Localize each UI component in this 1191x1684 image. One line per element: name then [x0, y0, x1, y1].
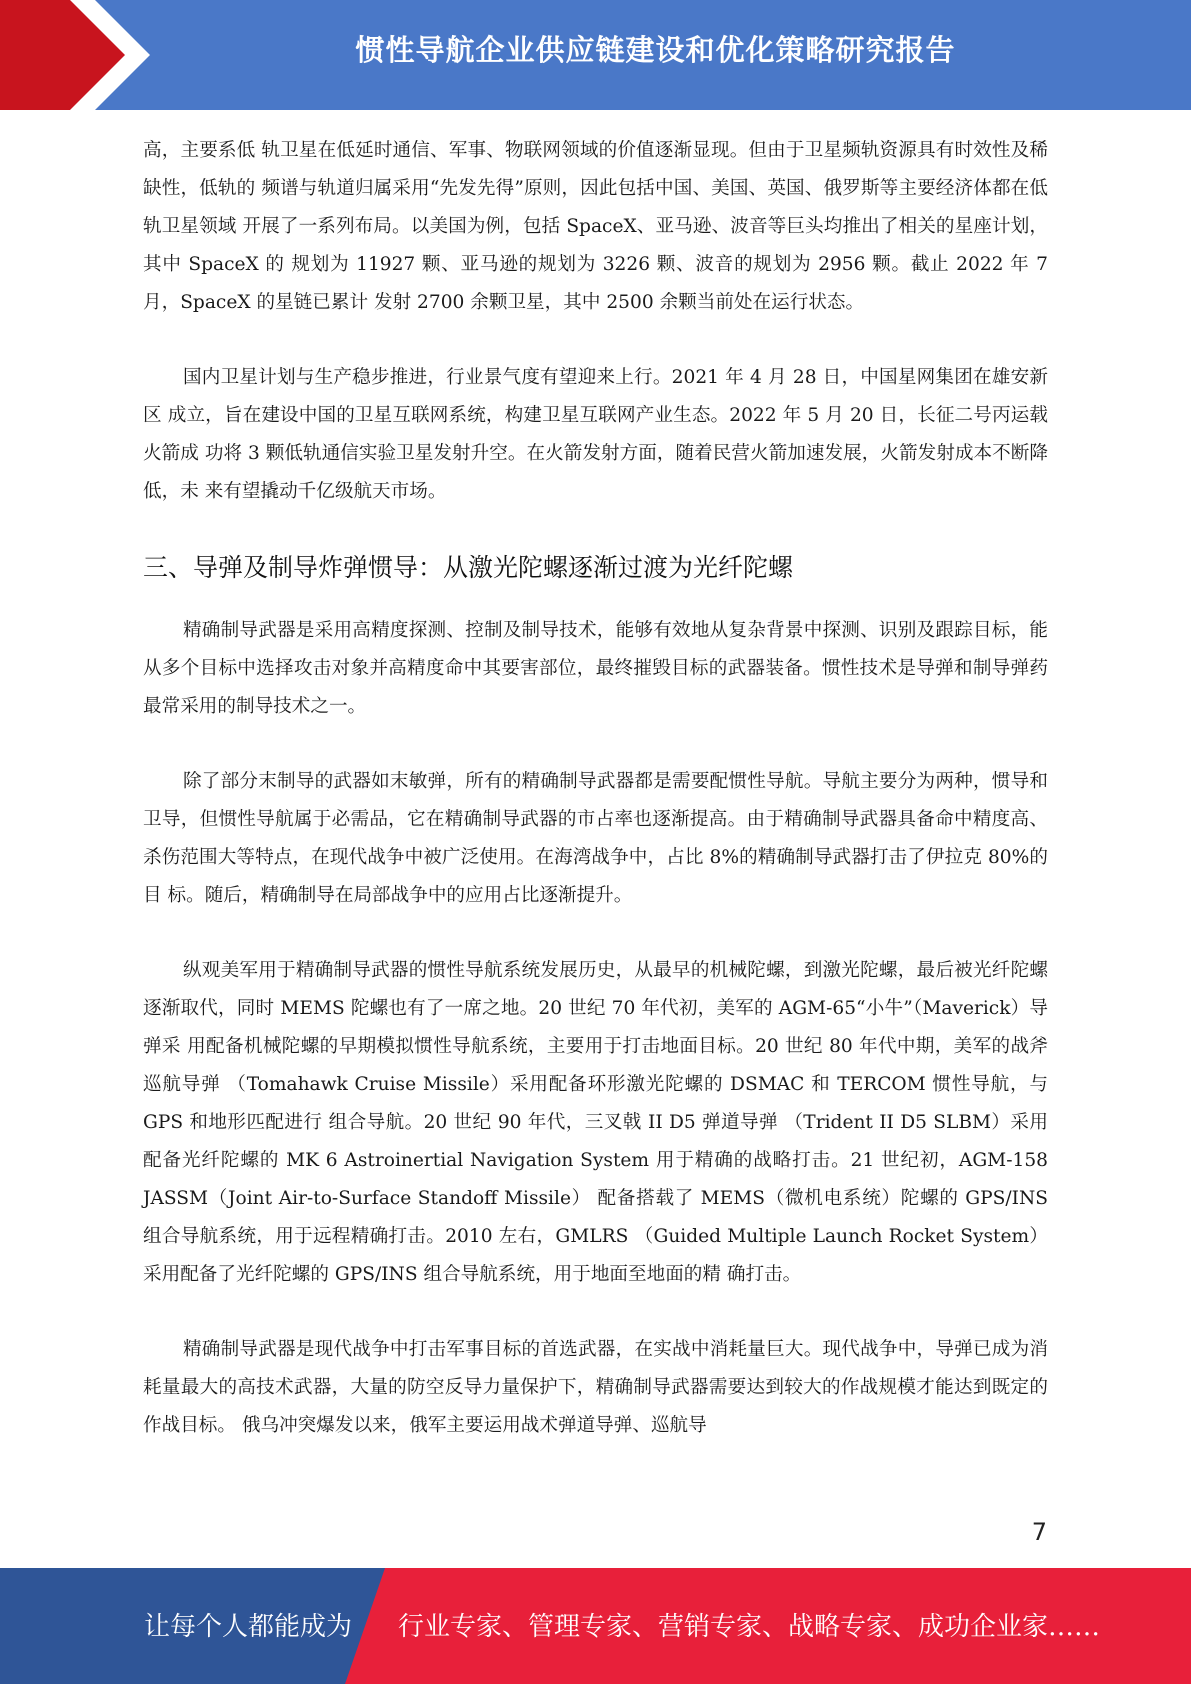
paragraph: 精确制导武器是现代战争中打击军事目标的首选武器，在实战中消耗量巨大。现代战争中，导弹已成为消 耗量最大的高技术武器，大量的防空反导力量保护下，精确制导武器需要达到较大的作战规模才能达到既定的 作战目标。 俄乌冲突爆发以来，俄军主要运用战术弹道导弹、巡航导: [143, 1339, 1048, 1436]
header-arrow-decoration: [0, 0, 160, 110]
document-body: [143, 132, 1048, 1482]
page-footer: [0, 1568, 1191, 1684]
page-number: 7: [1031, 1518, 1047, 1546]
paragraph: 精确制导武器是采用高精度探测、控制及制导技术，能够有效地从复杂背景中探测、识别及跟踪目标，能 从多个目标中选择攻击对象并高精度命中其要害部位，最终摧毁目标的武器装备。惯性技术是导弹和制导弹药 最常采用的制导技术之一。: [143, 620, 1048, 717]
paragraph: 除了部分末制导的武器如末敏弹，所有的精确制导武器都是需要配惯性导航。导航主要分为两种，惯导和 卫导，但惯性导航属于必需品，它在精确制导武器的市占率也逐渐提高。由于精确制导武器具备命中精度高、 杀伤范围大等特点，在现代战争中被广泛使用。在海湾战争中，占比 8%的精确制导武器打击了伊拉克 80%的目 标。随后，精确制导在局部战争中的应用占比逐渐提升。: [143, 771, 1048, 906]
footer-slogan-right: 行业专家、管理专家、营销专家、战略专家、成功企业家……: [398, 1612, 1101, 1642]
report-title: 惯性导航企业供应链建设和优化策略研究报告: [355, 33, 956, 67]
paragraph: 高，主要系低 轨卫星在低延时通信、军事、物联网领域的价值逐渐显现。但由于卫星频轨资源具有时效性及稀缺性，低轨的 频谱与轨道归属采用“先发先得”原则，因此包括中国、美国、英国、俄罗斯等主要经济体都在低轨卫星领域 开展了一系列布局。以美国为例，包括 SpaceX、亚马逊、波音等巨头均推出了相关的星座计划，其中 SpaceX 的 规划为 11927 颗、亚马逊的规划为 3226 颗、波音的规划为 2956 颗。截止 2022 年 7 月，SpaceX 的星链已累计 发射 2700 余颗卫星，其中 2500 余颗当前处在运行状态。: [143, 140, 1048, 313]
paragraph: 国内卫星计划与生产稳步推进，行业景气度有望迎来上行。2021 年 4 月 28 日，中国星网集团在雄安新区 成立，旨在建设中国的卫星互联网系统，构建卫星互联网产业生态。2022 年 5 月 20 日，长征二号丙运载火箭成 功将 3 颗低轨通信实验卫星发射升空。在火箭发射方面，随着民营火箭加速发展，火箭发射成本不断降低，未 来有望撬动千亿级航天市场。: [143, 367, 1048, 502]
section-heading: 三、导弹及制导炸弹惯导：从激光陀螺逐渐过渡为光纤陀螺: [143, 553, 794, 582]
page-header: [0, 0, 1191, 110]
footer-slogan-left: 让每个人都能成为: [144, 1612, 353, 1642]
paragraph: 纵观美军用于精确制导武器的惯性导航系统发展历史，从最早的机械陀螺，到激光陀螺，最后被光纤陀螺 逐渐取代，同时 MEMS 陀螺也有了一席之地。20 世纪 70 年代初，美军的 AGM-65“小牛”（Maverick）导弹采 用配备机械陀螺的早期模拟惯性导航系统，主要用于打击地面目标。20 世纪 80 年代中期，美军的战斧巡航导弹 （Tomahawk Cruise Missile）采用配备环形激光陀螺的 DSMAC 和 TERCOM 惯性导航，与 GPS 和地形匹配进行 组合导航。20 世纪 90 年代，三叉戟 II D5 弹道导弹 （Trident II D5 SLBM）采用配备光纤陀螺的 MK 6 Astroinertial Navigation System 用于精确的战略打击。21 世纪初，AGM-158 JASSM（Joint Air-to-Surface Standoff Missile） 配备搭载了 MEMS（微机电系统）陀螺的 GPS/INS 组合导航系统，用于远程精确打击。2010 左右，GMLRS （Guided Multiple Launch Rocket System）采用配备了光纤陀螺的 GPS/INS 组合导航系统，用于地面至地面的精 确打击。: [143, 960, 1048, 1285]
